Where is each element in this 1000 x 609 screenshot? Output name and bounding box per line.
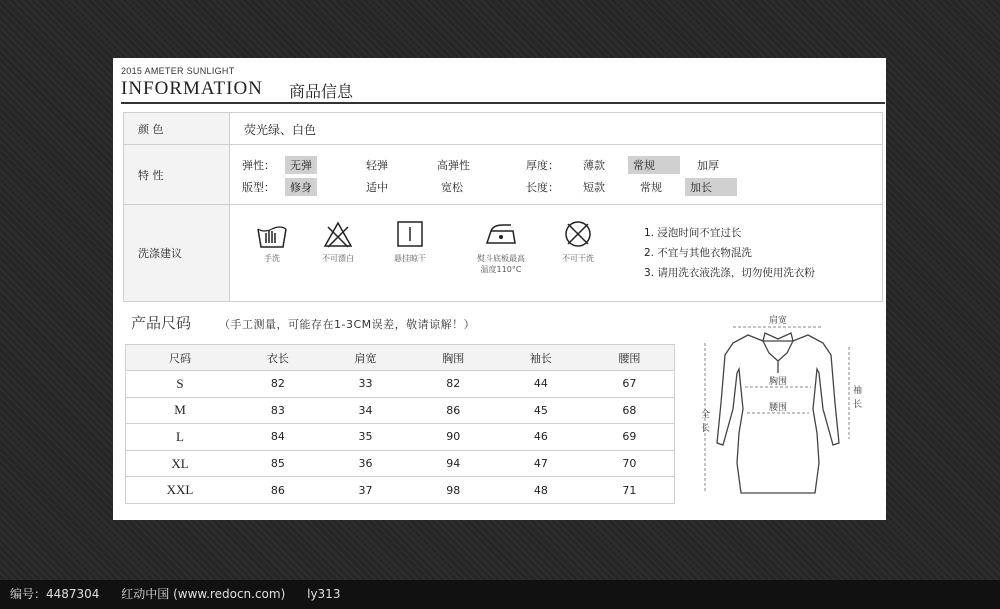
dress-diagram [693,313,863,513]
elastic-label: 弹性： [242,159,275,172]
table-cell: 86 [234,477,322,504]
elastic-option: 无弹 [285,156,317,174]
table-cell: 84 [234,424,322,451]
size-cell: XL [126,450,235,477]
table-cell: 85 [234,450,322,477]
length-option: 短款 [583,181,605,194]
column-header: 衣长 [234,345,322,371]
elastic-option: 轻弹 [366,159,388,172]
column-header: 袖长 [497,345,585,371]
elastic-option: 高弹性 [437,159,470,172]
sleeve-length-label: 袖 [853,386,863,396]
hand-wash-icon [256,219,288,249]
length-label: 长度： [526,181,559,194]
table-cell: 94 [409,450,497,477]
size-table-header [126,345,675,371]
color-value: 荧光绿、白色 [244,123,317,137]
thickness-option: 薄款 [583,159,605,172]
wash-caption: 手洗 [264,254,280,263]
watermark-footer [0,580,1000,609]
size-note: （手工测量，可能存在1-3CM误差，敬请谅解！） [219,318,476,331]
wash-caption: 不可漂白 [322,254,354,263]
size-table [125,344,675,504]
table-cell: 45 [497,397,585,424]
table-row [126,371,675,398]
author-name: ly313 [307,587,341,601]
size-cell: S [126,371,235,398]
table-cell: 83 [234,397,322,424]
table-cell: 71 [585,477,675,504]
table-cell: 37 [322,477,410,504]
table-row [126,450,675,477]
table-cell: 70 [585,450,675,477]
thickness-option: 加厚 [697,159,719,172]
table-cell: 48 [497,477,585,504]
wash-item [456,219,546,275]
table-cell: 86 [409,397,497,424]
table-row [126,424,675,451]
wash-caption: 不可干洗 [562,254,594,263]
fit-option: 修身 [285,178,317,196]
total-length-label: 长 [701,424,711,434]
table-cell: 82 [409,371,497,398]
info-heading-cn: 商品信息 [289,82,354,101]
column-header: 腰围 [585,345,675,371]
brand-subtitle: 2015 AMETER SUNLIGHT [121,66,235,76]
image-id: 编号：4487304 [10,587,100,601]
table-cell: 68 [585,397,675,424]
table-cell: 67 [585,371,675,398]
length-option: 加长 [685,178,737,196]
fit-label: 版型： [242,181,275,194]
column-header: 肩宽 [322,345,410,371]
wash-item [308,219,368,264]
wash-caption: 温度110°C [480,265,522,274]
hang-dry-icon [394,219,426,249]
total-length-label: 全 [701,410,711,420]
features-row [124,145,882,205]
wash-label: 洗涤建议 [124,205,230,301]
no-bleach-icon [322,219,354,249]
wash-note: 2. 不宜与其他衣物混洗 [644,247,752,259]
iron-icon [481,219,521,249]
waist-label: 腰围 [768,403,788,413]
length-option: 常规 [640,181,662,194]
no-dry-clean-icon [562,219,594,249]
table-cell: 34 [322,397,410,424]
size-cell: XXL [126,477,235,504]
table-cell: 46 [497,424,585,451]
table-cell: 47 [497,450,585,477]
features-label: 特 性 [124,145,230,204]
product-info-card [113,58,886,520]
shoulder-width-label: 肩宽 [768,316,788,326]
wash-item [548,219,608,264]
header-divider [121,102,885,104]
thickness-label: 厚度： [526,159,559,172]
site-credit[interactable]: 红动中国 (www.redocn.com) [121,587,286,601]
table-cell: 33 [322,371,410,398]
info-heading: INFORMATION [121,78,263,99]
color-row [124,113,882,145]
table-row [126,477,675,504]
column-header: 尺码 [126,345,235,371]
wash-note: 1. 浸泡时间不宜过长 [644,227,742,239]
wash-caption: 悬挂晾干 [394,254,426,263]
size-title: 产品尺码 [131,314,192,332]
color-label: 颜 色 [124,113,230,144]
table-cell: 44 [497,371,585,398]
table-cell: 35 [322,424,410,451]
thickness-option: 常规 [628,156,680,174]
table-row [126,397,675,424]
table-cell: 36 [322,450,410,477]
size-cell: L [126,424,235,451]
fit-option: 宽松 [441,181,463,194]
wash-note: 3. 请用洗衣液洗涤，切勿使用洗衣粉 [644,267,815,279]
table-cell: 90 [409,424,497,451]
wash-caption: 熨斗底板最高 [477,254,525,263]
wash-row [124,205,882,301]
size-cell: M [126,397,235,424]
chest-label: 胸围 [768,377,788,387]
sleeve-length-label: 长 [853,400,863,410]
table-cell: 98 [409,477,497,504]
table-cell: 82 [234,371,322,398]
wash-item [242,219,302,264]
fit-option: 适中 [366,181,388,194]
column-header: 胸围 [409,345,497,371]
wash-item [380,219,440,264]
attribute-table [123,112,883,302]
table-cell: 69 [585,424,675,451]
